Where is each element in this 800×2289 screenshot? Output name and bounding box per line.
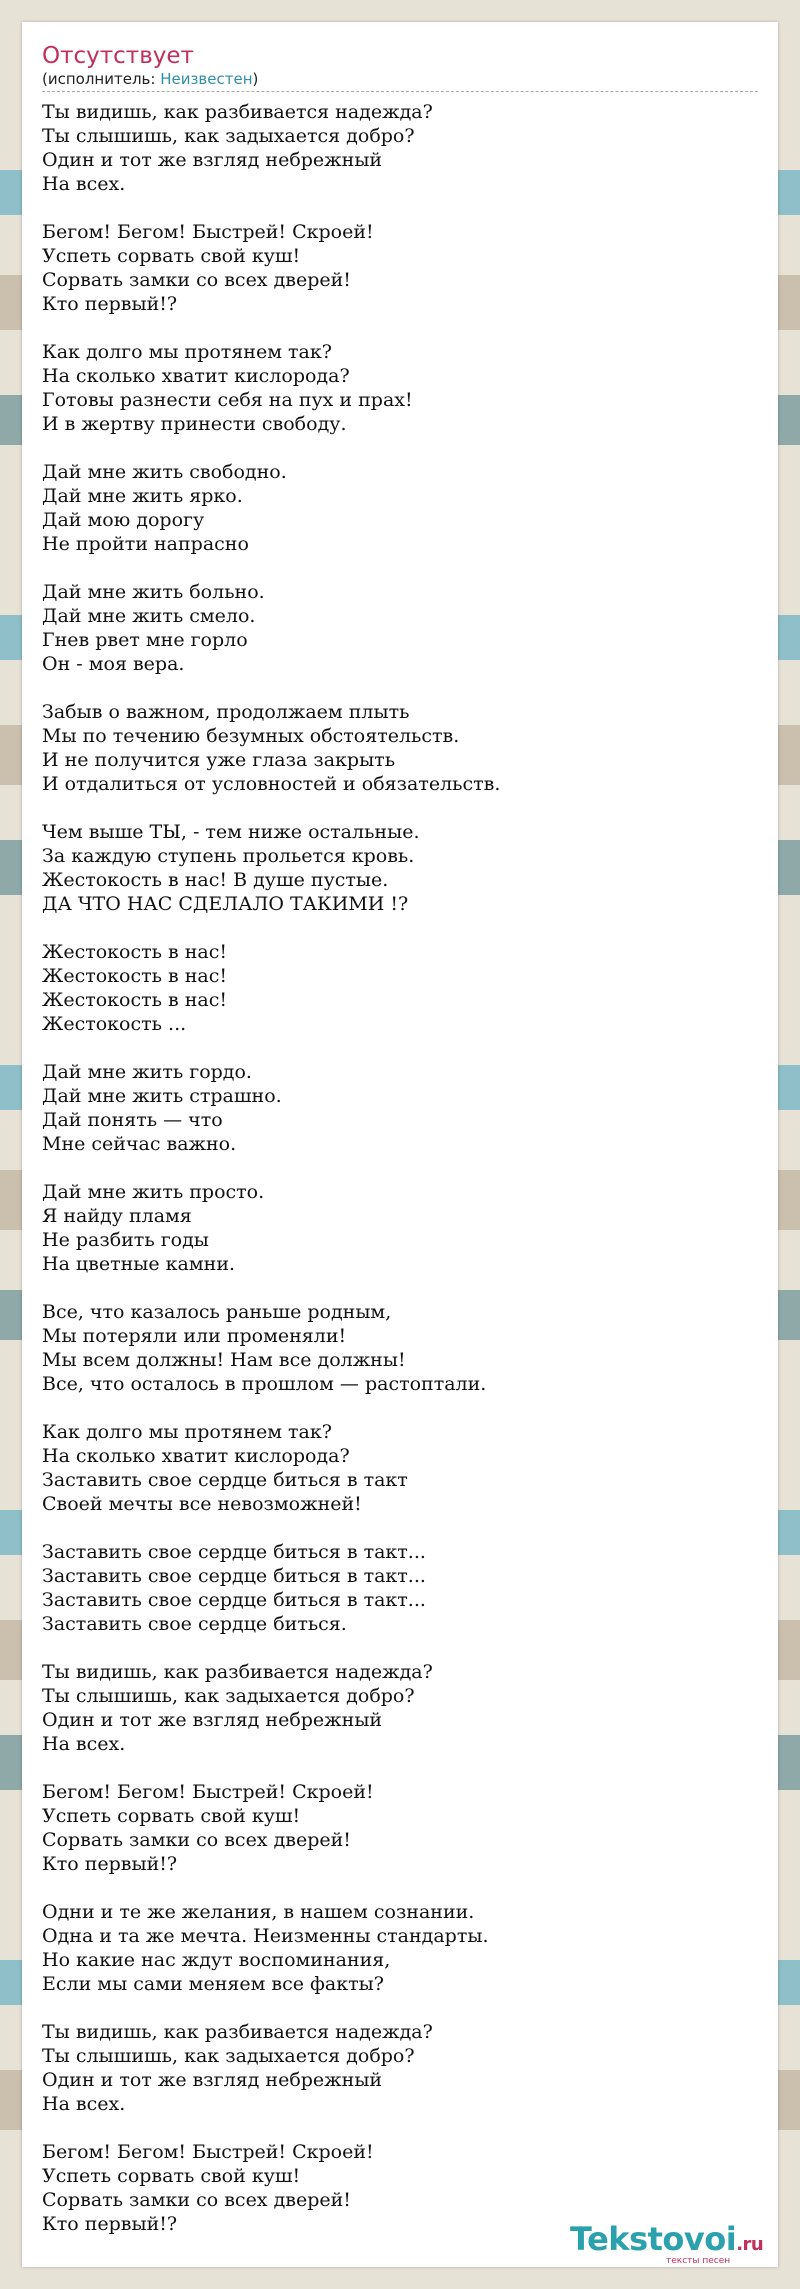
lyric-line: Ты видишь, как разбивается надежда? xyxy=(42,101,433,123)
stanza xyxy=(42,820,758,916)
stanza xyxy=(42,1300,758,1396)
site-logo[interactable] xyxy=(570,2222,770,2266)
lyric-line: Сорвать замки со всех дверей! xyxy=(42,1829,351,1851)
stanza xyxy=(42,1900,758,1996)
lyric-line: Жестокость в нас! xyxy=(42,965,228,987)
song-header xyxy=(42,42,758,92)
lyric-line: Дай мне жить гордо. xyxy=(42,1061,252,1083)
stanza xyxy=(42,340,758,436)
stanza xyxy=(42,1420,758,1516)
song-title: Отсутствует xyxy=(42,43,194,69)
lyric-line: Кто первый!? xyxy=(42,293,178,315)
stanza xyxy=(42,1540,758,1636)
lyrics-card xyxy=(22,22,778,2267)
lyric-line: Сорвать замки со всех дверей! xyxy=(42,2189,351,2211)
lyric-line: Мне сейчас важно. xyxy=(42,1133,237,1155)
lyric-line: Готовы разнести себя на пух и прах! xyxy=(42,389,413,411)
lyric-line: Одни и те же желания, в нашем сознании. xyxy=(42,1901,475,1923)
stanza xyxy=(42,1780,758,1876)
lyric-line: Сорвать замки со всех дверей! xyxy=(42,269,351,291)
stanza xyxy=(42,580,758,676)
lyric-line: Заставить свое сердце биться. xyxy=(42,1613,347,1635)
logo-main-text: Tekstovoi xyxy=(570,2220,737,2258)
lyric-line: На всех. xyxy=(42,2093,126,2115)
lyric-line: Заставить свое сердце биться в такт... xyxy=(42,1565,426,1587)
lyric-line: Я найду пламя xyxy=(42,1205,192,1227)
stanza xyxy=(42,1180,758,1276)
lyric-line: Все, что казалось раньше родным, xyxy=(42,1301,392,1323)
lyric-line: Дай понять — что xyxy=(42,1109,223,1131)
lyric-line: Ты видишь, как разбивается надежда? xyxy=(42,1661,433,1683)
lyric-line: Ты слышишь, как задыхается добро? xyxy=(42,1685,415,1707)
lyrics-text xyxy=(42,100,758,2260)
lyric-line: Успеть сорвать свой куш! xyxy=(42,2165,301,2187)
lyric-line: Мы всем должны! Нам все должны! xyxy=(42,1349,406,1371)
lyric-line: Жестокость в нас! В душе пустые. xyxy=(42,869,389,891)
lyric-line: Не разбить годы xyxy=(42,1229,209,1251)
lyric-line: Бегом! Бегом! Быстрей! Скроей! xyxy=(42,1781,374,1803)
lyric-line: Дай мне жить просто. xyxy=(42,1181,265,1203)
lyric-line: Жестокость ... xyxy=(42,1013,187,1035)
lyric-line: Успеть сорвать свой куш! xyxy=(42,1805,301,1827)
lyric-line: Гнев рвет мне горло xyxy=(42,629,248,651)
lyric-line: На цветные камни. xyxy=(42,1253,236,1275)
lyric-line: Заставить свое сердце биться в такт... xyxy=(42,1541,426,1563)
lyric-line: Дай мне жить больно. xyxy=(42,581,265,603)
lyric-line: Забыв о важном, продолжаем плыть xyxy=(42,701,410,723)
lyric-line: Чем выше ТЫ, - тем ниже остальные. xyxy=(42,821,420,843)
lyric-line: Как долго мы протянем так? xyxy=(42,1421,332,1443)
lyric-line: Дай мне жить свободно. xyxy=(42,461,287,483)
lyric-line: Заставить свое сердце биться в такт xyxy=(42,1469,408,1491)
lyric-line: Как долго мы протянем так? xyxy=(42,341,332,363)
lyric-line: Ты видишь, как разбивается надежда? xyxy=(42,2021,433,2043)
lyric-line: Он - моя вера. xyxy=(42,653,185,675)
lyric-line: И в жертву принести свободу. xyxy=(42,413,347,435)
lyric-line: Ты слышишь, как задыхается добро? xyxy=(42,2045,415,2067)
stanza xyxy=(42,220,758,316)
lyric-line: Успеть сорвать свой куш! xyxy=(42,245,301,267)
lyric-line: И отдалиться от условностей и обязательств. xyxy=(42,773,501,795)
lyric-line: Кто первый!? xyxy=(42,1853,178,1875)
lyric-line: Своей мечты все невозможней! xyxy=(42,1493,362,1515)
lyric-line: На сколько хватит кислорода? xyxy=(42,1445,350,1467)
lyric-line: Бегом! Бегом! Быстрей! Скроей! xyxy=(42,221,374,243)
lyric-line: Одна и та же мечта. Неизменны стандарты. xyxy=(42,1925,489,1947)
stanza xyxy=(42,1060,758,1156)
lyric-line: Мы по течению безумных обстоятельств. xyxy=(42,725,460,747)
logo-tld: .ru xyxy=(736,2234,764,2255)
lyric-line: Дай мне жить смело. xyxy=(42,605,256,627)
lyric-line: Мы потеряли или променяли! xyxy=(42,1325,347,1347)
lyric-line: Не пройти напрасно xyxy=(42,533,249,555)
lyric-line: Один и тот же взгляд небрежный xyxy=(42,2069,383,2091)
lyric-line: Дай мою дорогу xyxy=(42,509,205,531)
stanza xyxy=(42,700,758,796)
lyric-line: Дай мне жить ярко. xyxy=(42,485,243,507)
logo-tagline: тексты песен xyxy=(666,2256,731,2266)
stanza xyxy=(42,460,758,556)
stanza xyxy=(42,100,758,196)
lyric-line: Кто первый!? xyxy=(42,2213,178,2235)
lyric-line: Дай мне жить страшно. xyxy=(42,1085,282,1107)
performer-suffix: ) xyxy=(252,70,259,88)
lyric-line: На сколько хватит кислорода? xyxy=(42,365,350,387)
lyric-line: ДА ЧТО НАС СДЕЛАЛО ТАКИМИ !? xyxy=(42,893,409,915)
lyric-line: Если мы сами меняем все факты? xyxy=(42,1973,384,1995)
stanza xyxy=(42,2020,758,2116)
stanza xyxy=(42,1660,758,1756)
performer-line xyxy=(42,70,758,89)
lyric-line: За каждую ступень прольется кровь. xyxy=(42,845,415,867)
lyric-line: На всех. xyxy=(42,173,126,195)
lyric-line: Заставить свое сердце биться в такт... xyxy=(42,1589,426,1611)
lyric-line: На всех. xyxy=(42,1733,126,1755)
lyric-line: Но какие нас ждут воспоминания, xyxy=(42,1949,391,1971)
lyric-line: Ты слышишь, как задыхается добро? xyxy=(42,125,415,147)
lyric-line: Один и тот же взгляд небрежный xyxy=(42,149,383,171)
lyric-line: Один и тот же взгляд небрежный xyxy=(42,1709,383,1731)
performer-prefix: (исполнитель: xyxy=(42,70,161,88)
lyric-line: Жестокость в нас! xyxy=(42,989,228,1011)
lyric-line: Бегом! Бегом! Быстрей! Скроей! xyxy=(42,2141,374,2163)
stanza xyxy=(42,940,758,1036)
lyric-line: И не получится уже глаза закрыть xyxy=(42,749,396,771)
lyric-line: Жестокость в нас! xyxy=(42,941,228,963)
lyric-line: Все, что осталось в прошлом — растоптали. xyxy=(42,1373,487,1395)
performer-link[interactable]: Неизвестен xyxy=(160,70,253,88)
